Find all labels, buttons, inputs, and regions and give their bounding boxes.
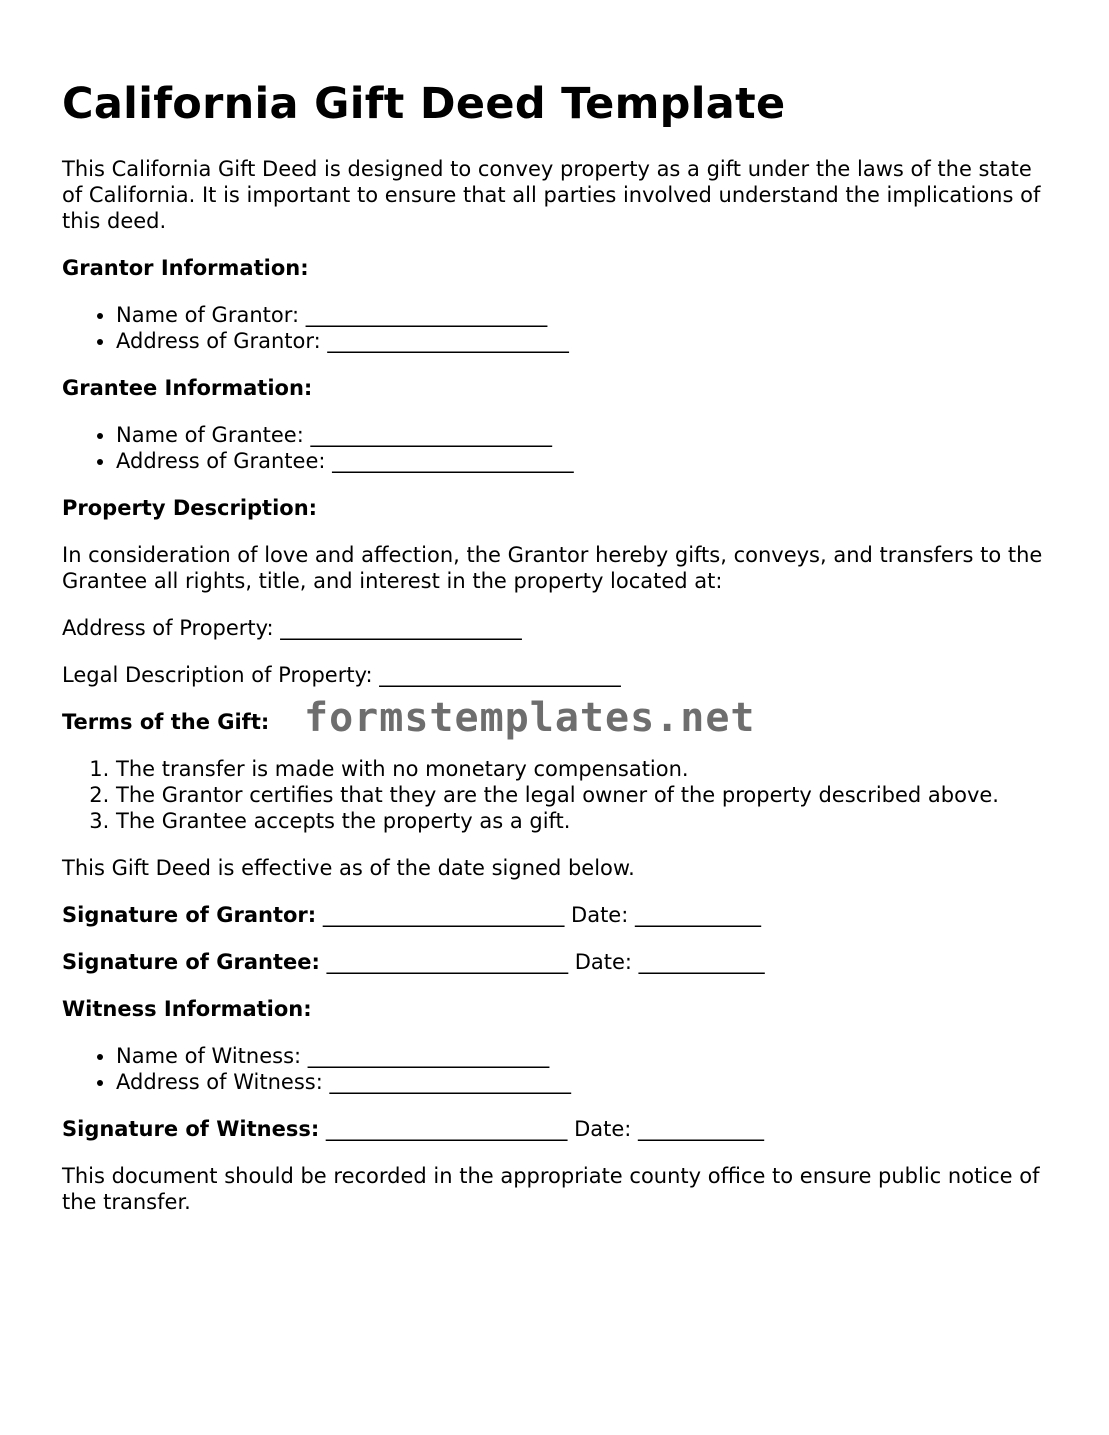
grantor-address-field: • Address of Grantor: _______________________ <box>116 328 1052 354</box>
witness-signature-blanks: _______________________ Date: ____________ <box>319 1117 765 1141</box>
grantee-heading: Grantee Information: <box>62 376 313 400</box>
terms-heading-row <box>62 695 1052 741</box>
terms-heading: Terms of the Gift: <box>62 710 270 734</box>
property-heading: Property Description: <box>62 496 318 520</box>
grantee-signature-line <box>62 949 1052 975</box>
closing-paragraph: This document should be recorded in the appropriate county office to ensure public notice of the transfer. <box>62 1164 1040 1214</box>
terms-list <box>62 756 1052 834</box>
grantor-list <box>62 302 1052 354</box>
grantee-signature-blanks: _______________________ Date: ____________ <box>319 950 765 974</box>
grantee-name-field: • Name of Grantee: _______________________ <box>116 422 1052 448</box>
witness-signature-label: Signature of Witness: <box>62 1117 320 1141</box>
witness-name-field: • Name of Witness: _______________________ <box>116 1043 1052 1069</box>
page-title: California Gift Deed Template <box>62 79 786 129</box>
witness-heading: Witness Information: <box>62 997 312 1021</box>
intro-paragraph: This California Gift Deed is designed to convey property as a gift under the laws of the state of California. It is important to ensure that all parties involved understand the implications of this deed. <box>62 157 1041 233</box>
terms-item: 1. The transfer is made with no monetary compensation. <box>116 756 1052 782</box>
grantee-address-field: • Address of Grantee: _______________________ <box>116 448 1052 474</box>
grantor-name-field: • Name of Grantor: _______________________ <box>116 302 1052 328</box>
grantor-signature-line <box>62 902 1052 928</box>
property-address-field: Address of Property: _______________________ <box>62 616 522 640</box>
grantee-signature-label: Signature of Grantee: <box>62 950 320 974</box>
property-legal-field: Legal Description of Property: _______________________ <box>62 663 621 687</box>
grantor-signature-label: Signature of Grantor: <box>62 903 317 927</box>
grantor-heading: Grantor Information: <box>62 256 309 280</box>
witness-signature-line <box>62 1116 1052 1142</box>
terms-item: 3. The Grantee accepts the property as a gift. <box>116 808 1052 834</box>
effective-statement: This Gift Deed is effective as of the date signed below. <box>62 856 635 880</box>
property-paragraph: In consideration of love and affection, the Grantor hereby gifts, conveys, and transfers to the Grantee all rights, title, and interest in the property located at: <box>62 543 1043 593</box>
document-page <box>62 78 1052 1236</box>
grantee-list <box>62 422 1052 474</box>
watermark-text: formstemplates.net <box>304 695 756 741</box>
terms-item: 2. The Grantor certifies that they are the legal owner of the property described above. <box>116 782 1052 808</box>
witness-list <box>62 1043 1052 1095</box>
grantor-signature-blanks: _______________________ Date: ____________ <box>316 903 761 927</box>
witness-address-field: • Address of Witness: _______________________ <box>116 1069 1052 1095</box>
